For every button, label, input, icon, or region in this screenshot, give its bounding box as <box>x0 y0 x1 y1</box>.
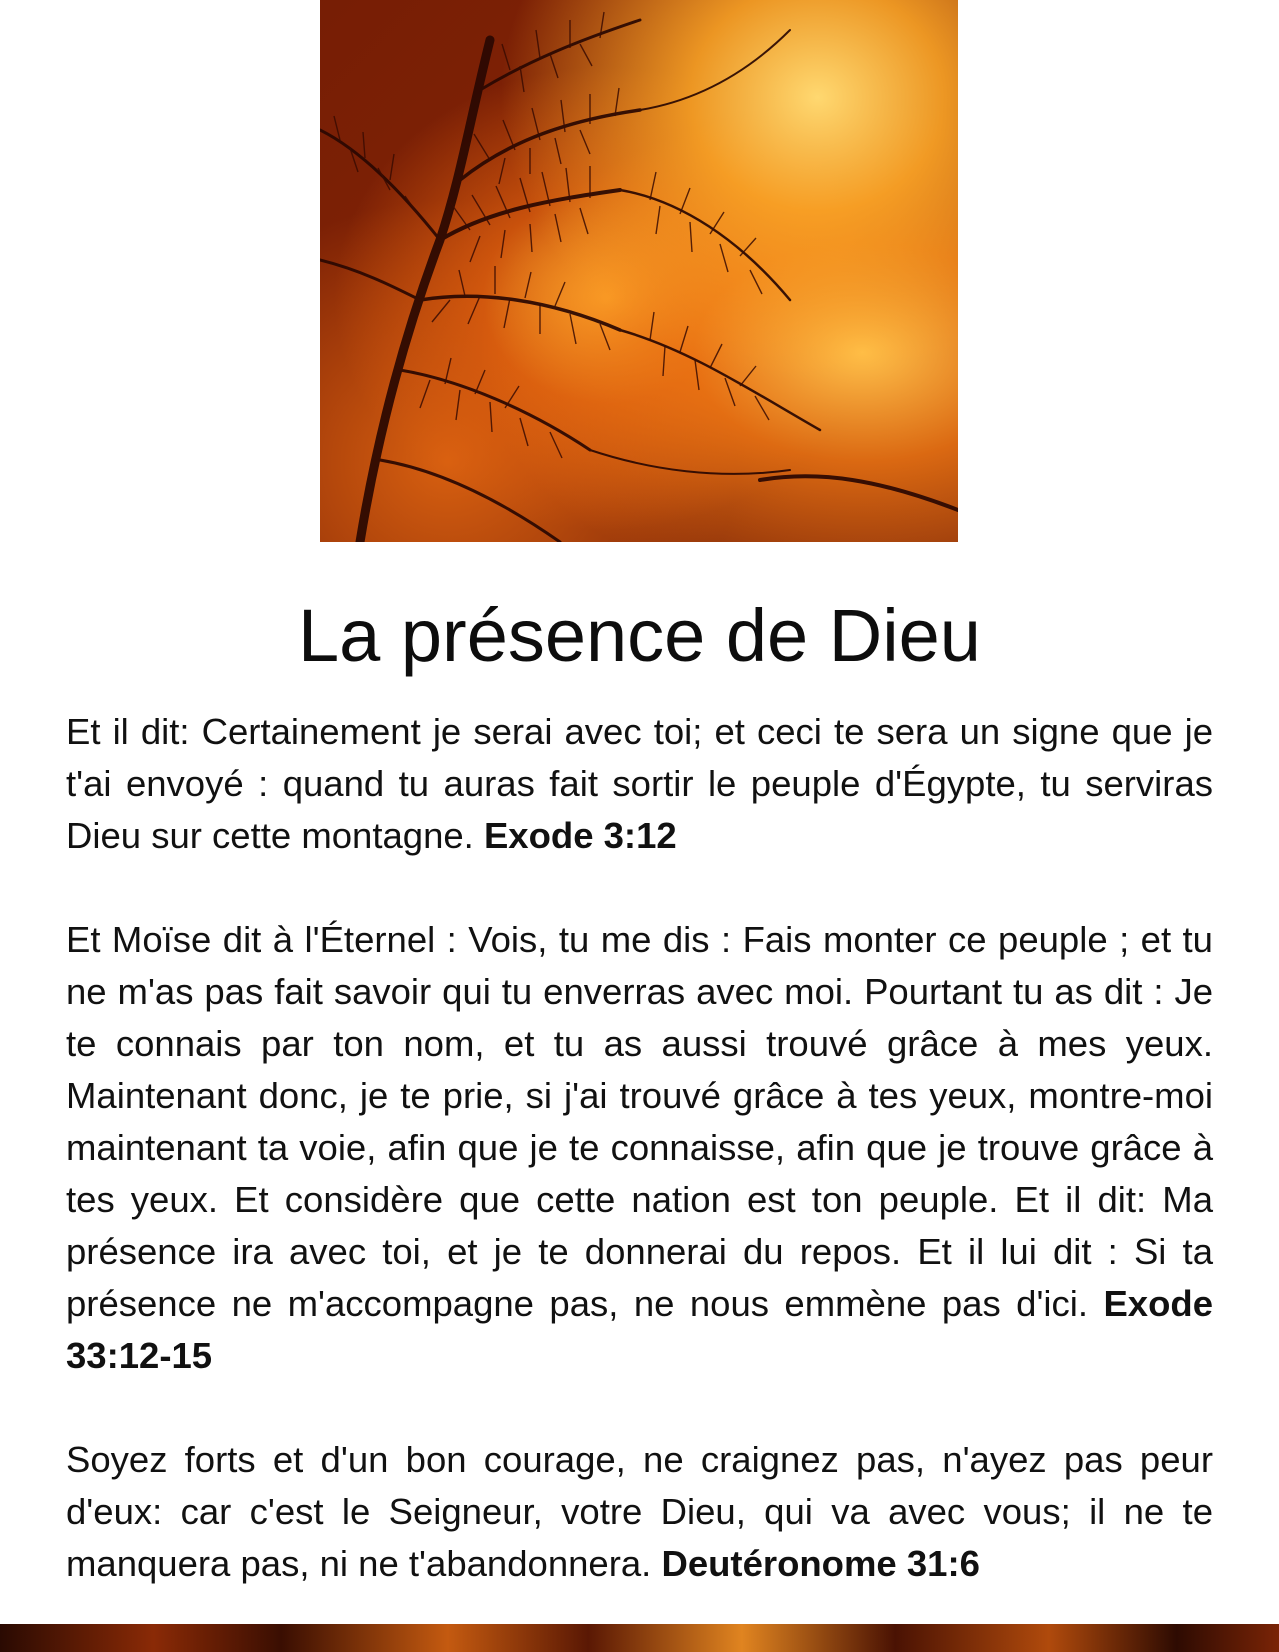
scripture-content <box>66 706 1213 1642</box>
scripture-passage <box>66 914 1213 1382</box>
passage-reference: Exode 3:12 <box>483 815 677 856</box>
passage-reference: Exode 33:12-15 <box>66 1283 1213 1376</box>
tree-silhouette-icon <box>320 0 958 542</box>
burning-tree-image <box>320 0 958 542</box>
scripture-passage <box>66 1434 1213 1590</box>
passage-text: Et Moïse dit à l'Éternel : Vois, tu me dis : Fais monter ce peuple ; et tu ne m'as pas fait savoir qui tu enverras avec moi. Pourtant tu as dit : Je te connais par ton nom, et tu as aussi trouvé grâce à mes yeux. Maintenant donc, je te prie, si j'ai trouvé grâce à tes yeux, montre-moi maintenant ta voie, afin que je te connaisse, afin que je trouve grâce à tes yeux. Et considère que cette nation est ton peuple. Et il dit: Ma présence ira avec toi, et je te donnerai du repos. Et il lui dit : Si ta présence ne m'accompagne pas, ne nous emmène pas d'ici. <box>66 919 1213 1324</box>
fire-strip-image <box>0 1624 1279 1652</box>
page-title: La présence de Dieu <box>298 594 981 677</box>
scripture-passage <box>66 706 1213 862</box>
passage-reference: Deutéronome 31:6 <box>661 1543 980 1584</box>
passage-text: Et il dit: Certainement je serai avec toi; et ceci te sera un signe que je t'ai envoyé : quand tu auras fait sortir le peuple d'Égypte, tu serviras Dieu sur cette montagne. <box>66 711 1213 856</box>
passage-text: Soyez forts et d'un bon courage, ne craignez pas, n'ayez pas peur d'eux: car c'est le Seigneur, votre Dieu, qui va avec vous; il ne te manquera pas, ni ne t'abandonnera. <box>66 1439 1213 1584</box>
